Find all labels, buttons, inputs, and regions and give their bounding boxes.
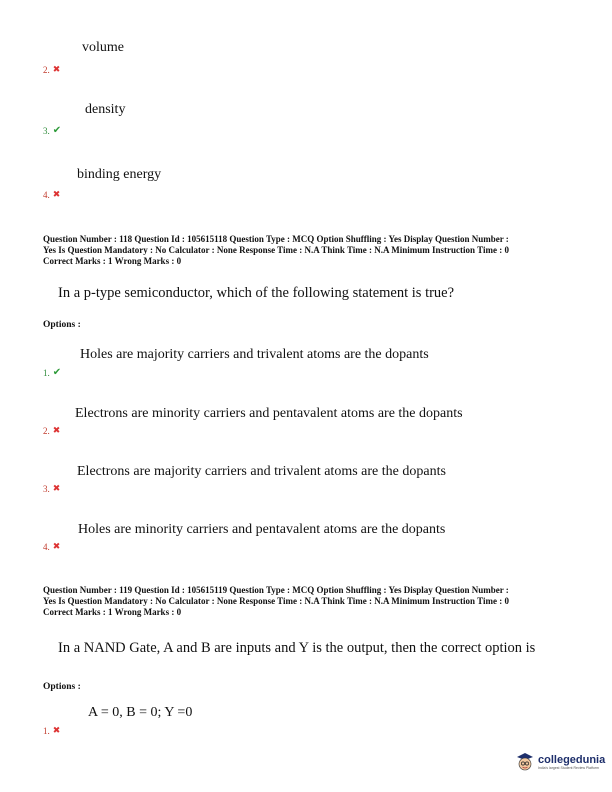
options-label: Options : [43,320,81,330]
option-text: A = 0, B = 0; Y =0 [88,705,193,720]
meta-line: Question Number : 119 Question Id : 105615119 Question Type : MCQ Option Shuffling : Yes Display Question Number : [43,585,509,595]
logo-name: collegedunia [538,754,606,766]
question-text: In a NAND Gate, A and B are inputs and Y is the output, then the correct option is [58,640,536,656]
option-marker [43,484,60,494]
option-marker [43,426,60,436]
logo-tagline: India's largest Student Review Platform [538,766,599,770]
option-text: Electrons are minority carriers and pentavalent atoms are the dopants [75,406,463,421]
options-label: Options : [43,682,81,692]
option-number: 1. [43,726,50,736]
question-text: In a p-type semiconductor, which of the following statement is true? [58,285,455,301]
option-text: density [85,102,126,117]
option-number: 2. [43,426,50,436]
option-number: 3. [43,125,50,136]
meta-line: Correct Marks : 1 Wrong Marks : 0 [43,607,182,617]
meta-line: Question Number : 118 Question Id : 105615118 Question Type : MCQ Option Shuffling : Yes Display Question Number : [43,234,509,244]
option-text: Holes are majority carriers and trivalent atoms are the dopants [80,347,429,362]
question-meta [43,234,509,267]
option-number: 4. [43,542,50,552]
option-text: binding energy [77,167,162,182]
option-marker [43,367,61,378]
option-text: volume [82,40,124,55]
option-marker [43,125,61,136]
option-marker [43,726,60,736]
meta-line: Correct Marks : 1 Wrong Marks : 0 [43,256,182,266]
check-icon: ✔ [52,125,62,136]
question-meta [43,585,509,618]
cross-icon: ✖ [52,190,61,200]
option-number: 4. [43,190,50,200]
option-text: Holes are minority carriers and pentavalent atoms are the dopants [78,522,446,537]
option-marker [43,542,60,552]
option-number: 1. [43,367,50,378]
option-text: Electrons are majority carriers and trivalent atoms are the dopants [77,464,446,479]
collegedunia-logo [516,752,605,772]
option-marker [43,190,60,200]
cross-icon: ✖ [52,65,61,75]
check-icon: ✔ [52,367,62,378]
meta-line: Yes Is Question Mandatory : No Calculator : None Response Time : N.A Think Time : N.A Minimum Instruction Time : 0 [43,596,509,606]
cross-icon: ✖ [52,484,61,494]
cross-icon: ✖ [52,426,61,436]
cross-icon: ✖ [52,726,61,736]
cross-icon: ✖ [52,542,61,552]
student-mascot-icon [516,752,534,772]
option-marker [43,65,60,75]
meta-line: Yes Is Question Mandatory : No Calculator : None Response Time : N.A Think Time : N.A Minimum Instruction Time : 0 [43,245,509,255]
option-number: 2. [43,65,50,75]
option-number: 3. [43,484,50,494]
